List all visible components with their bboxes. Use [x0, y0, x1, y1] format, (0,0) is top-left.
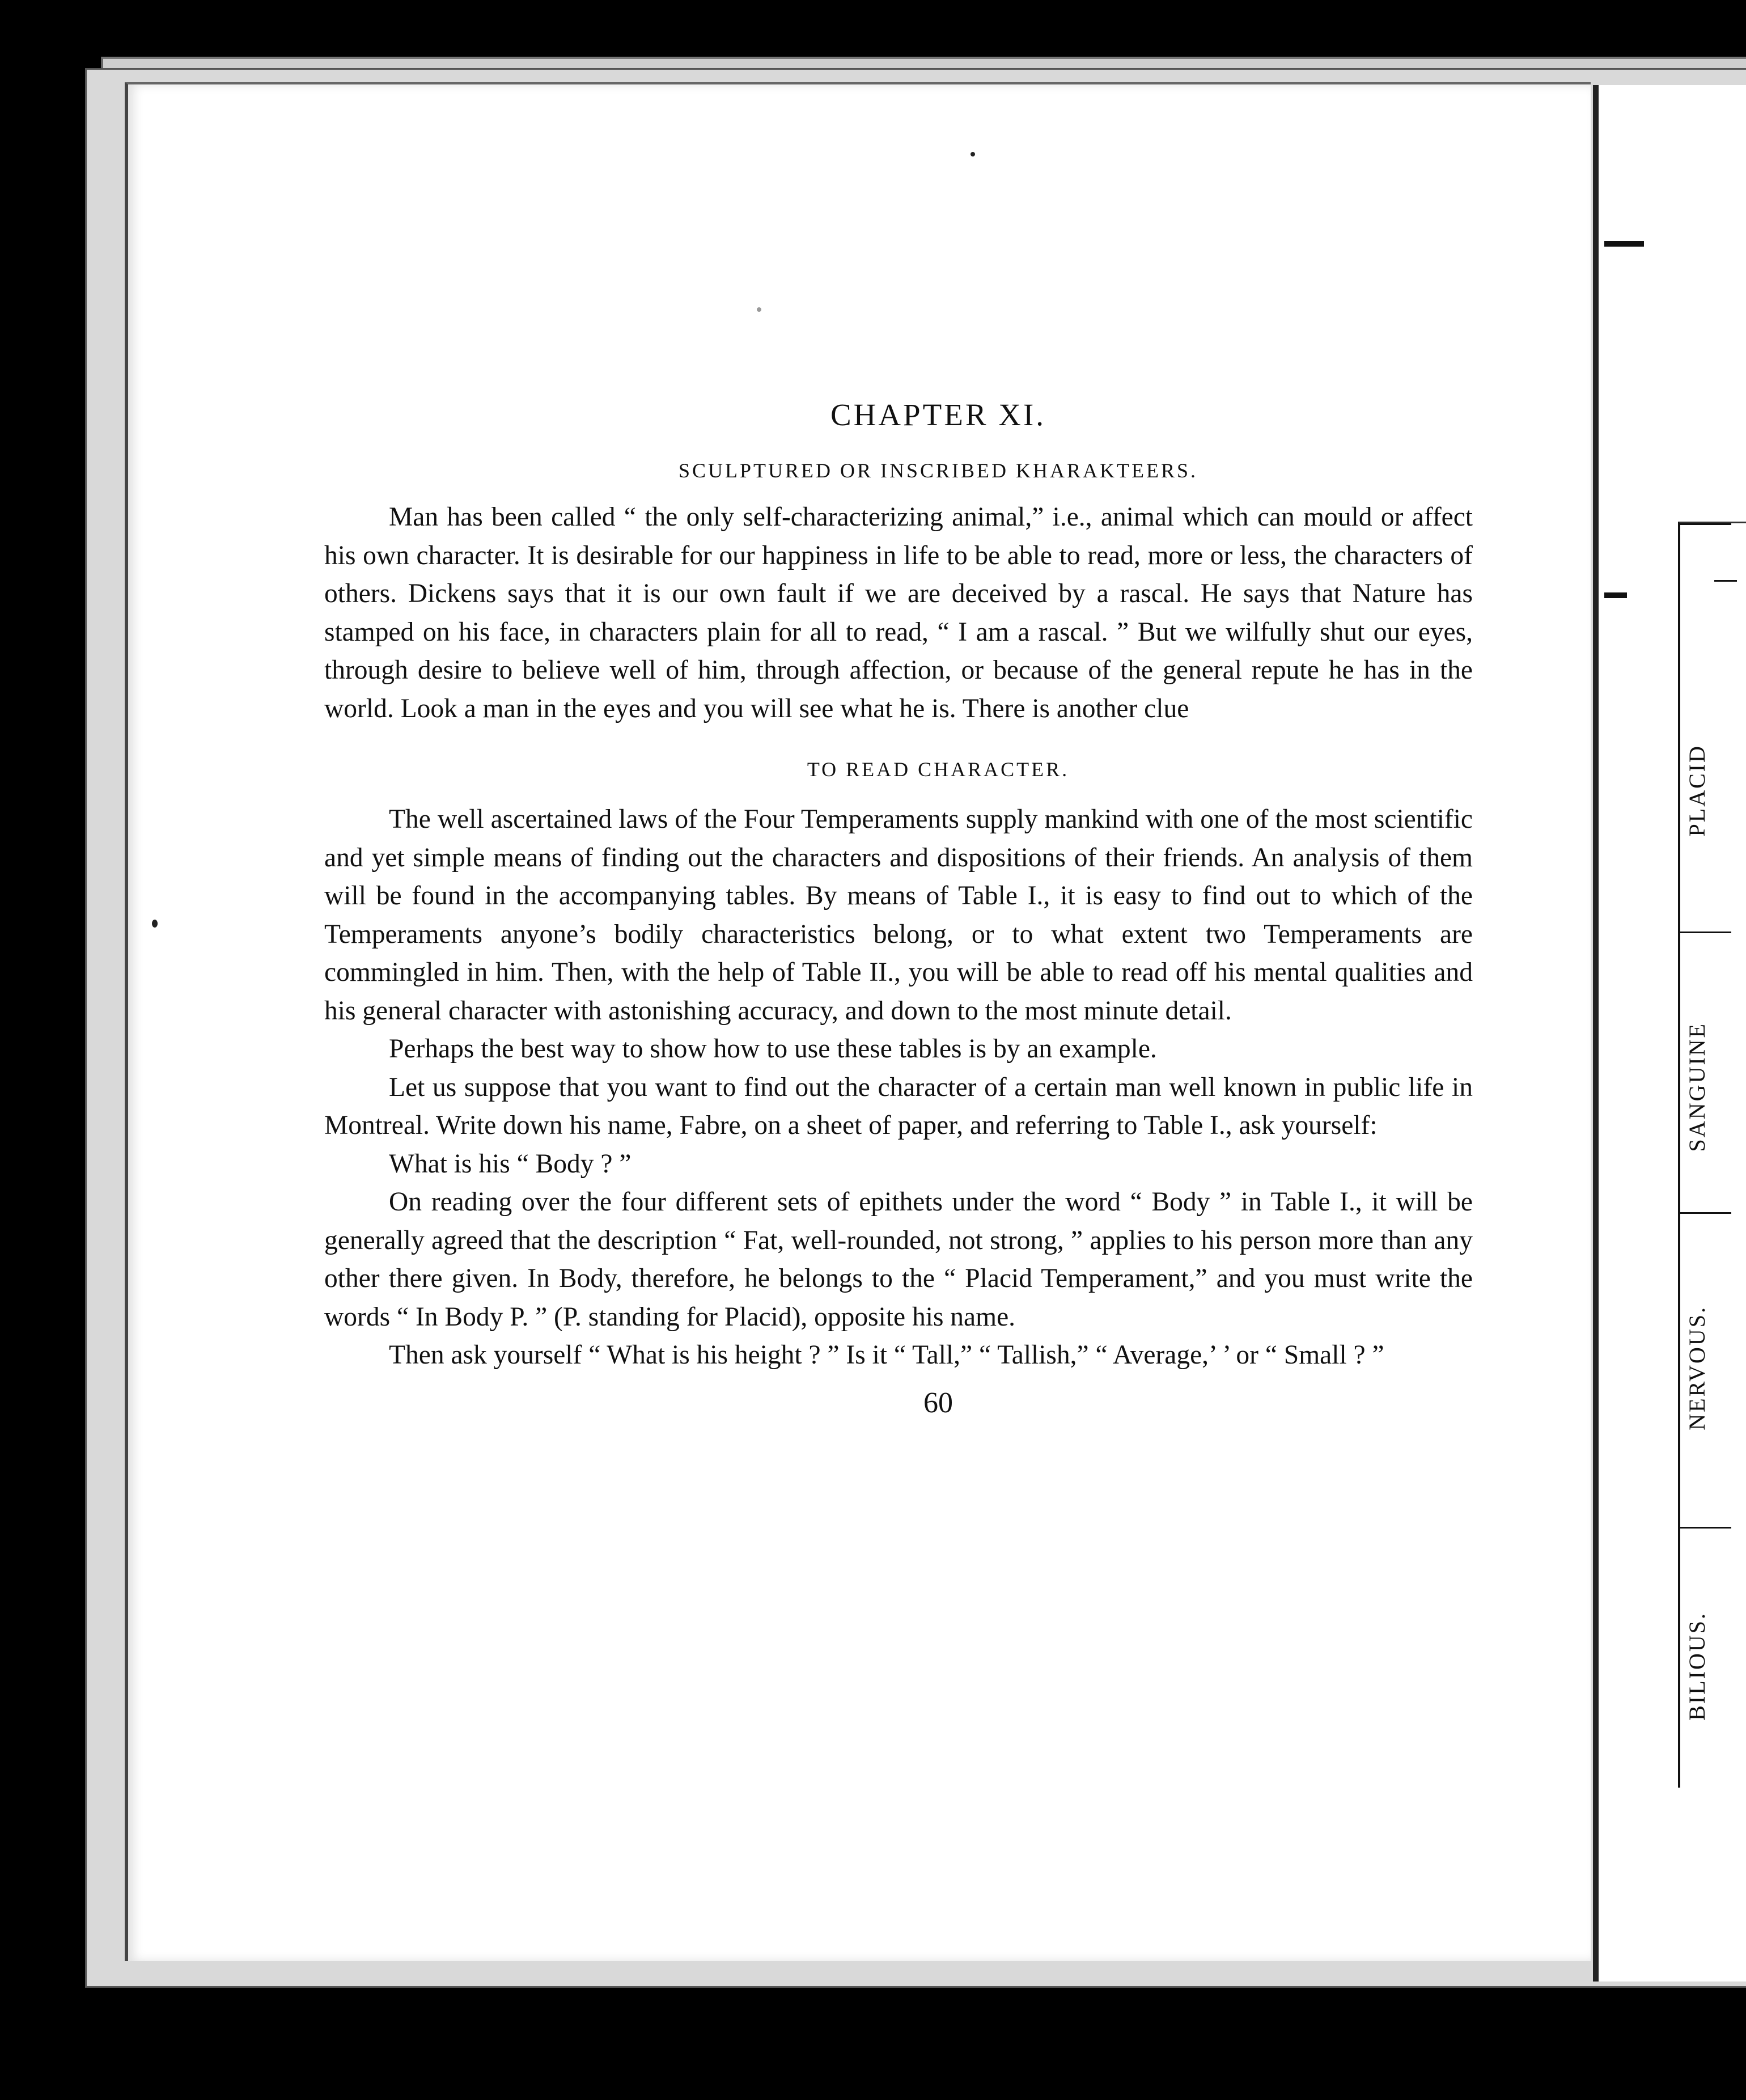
paragraph: Let us suppose that you want to find out the character of a certain man well known in public life in Montreal. Write down his name, Fabre, on a sheet of paper, and referring to Table I., ask yourself:: [324, 1072, 1473, 1140]
page-number: 60: [923, 1386, 953, 1419]
scan-speck: [152, 920, 158, 928]
facing-label-placid: PLACID: [1684, 744, 1710, 837]
facing-label-bilious: BILIOUS.: [1684, 1612, 1710, 1721]
paragraph: What is his “ Body ? ”: [389, 1149, 632, 1179]
paragraph: The well ascertained laws of the Four Temperaments supply mankind with one of the most scientific and yet simple means of finding out the characters and dispositions of their friends. An analysis of them will be found in the accompanying tables. By means of Table I., it is easy to find out to which of the Temperaments anyone’s bodily characteristics belong, or to what extent two Temperaments are commingled in him. Then, with the help of Table II., you will be able to read off his mental qualities and his general character with astonishing accuracy, and down to the most minute detail.: [324, 805, 1473, 1026]
paragraph: On reading over the four different sets of epithets under the word “ Body ” in Table I., it will be generally agreed that the description “ Fat, well-rounded, not strong, ” applies to his person more than any other there given. In Body, therefore, he belongs to the “ Placid Temperament,” and you must write the words “ In Body P. ” (P. standing for Placid), opposite his name.: [324, 1187, 1473, 1332]
paragraph: Then ask yourself “ What is his height ? ” Is it “ Tall,” “ Tallish,” “ Average,’ ’ or “ Small ? ”: [389, 1340, 1384, 1370]
text-column: [324, 397, 1473, 1420]
section-subheading: TO READ CHARACTER.: [807, 758, 1070, 781]
chapter-title: CHAPTER XI.: [830, 397, 1046, 432]
facing-label-sanguine: SANGUINE: [1684, 1022, 1710, 1152]
page-marker: [1604, 241, 1644, 247]
page-marker: [1604, 592, 1627, 598]
facing-table-fragment: [1678, 522, 1746, 1788]
scan-speck: [757, 307, 761, 312]
facing-label-nervous: NERVOUS.: [1684, 1306, 1710, 1430]
section-heading: SCULPTURED OR INSCRIBED KHARAKTEERS.: [678, 459, 1198, 482]
facing-page: [1593, 85, 1746, 1982]
paragraph: Perhaps the best way to show how to use these tables is by an example.: [389, 1034, 1157, 1064]
scan-speck: [971, 152, 975, 156]
paragraph: Man has been called “ the only self-characterizing animal,” i.e., animal which can mould or affect his own character. It is desirable for our happiness in life to be able to read, more or less, the characters of others. Dickens says that it is our own fault if we are deceived by a rascal. He says that Nature has stamped on his face, in characters plain for all to read, “ I am a rascal. ” But we wilfully shut our eyes, through desire to believe well of him, through affection, or because of the general repute he has in the world. Look a man in the eyes and you will see what he is. There is another clue: [324, 502, 1473, 723]
